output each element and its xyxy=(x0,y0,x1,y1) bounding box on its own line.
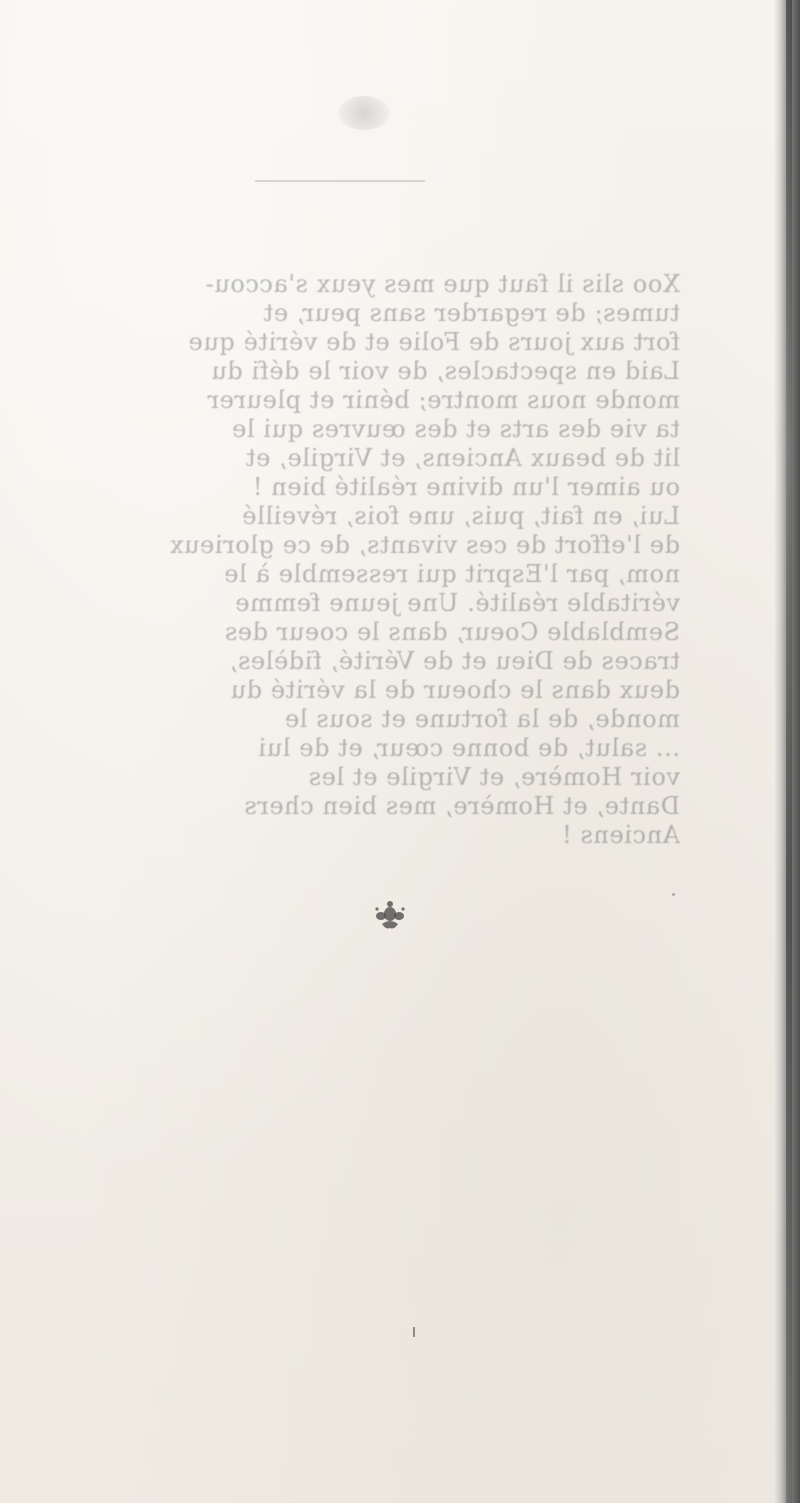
ink-speck xyxy=(413,1327,415,1337)
bleed-line: lit de beaux Anciens, et Virgile, et xyxy=(245,444,680,472)
bleed-line: monde, de la fortune et sous le xyxy=(284,705,680,733)
bleed-line: de l'effort de ces vivants, de ce glorieux xyxy=(169,531,680,559)
ink-smudge xyxy=(338,96,390,130)
bleed-line: monde nous montre; bénir et pleurer xyxy=(207,386,680,414)
bleed-line: ta vie des arts et des œuvres qui le xyxy=(231,415,680,443)
bleed-line: ... salut, de bonne cœur, et de lui xyxy=(257,734,680,762)
bleed-line: Anciens ! xyxy=(561,821,680,849)
bleed-line: véritable réalité. Une jeune femme xyxy=(234,589,680,617)
bleed-line: fort aux jours de Folie et de vérité que xyxy=(187,328,680,356)
bleed-through-text xyxy=(90,270,680,850)
bleed-line: Lui, en fait, puis, une fois, réveillé xyxy=(241,502,680,530)
bleed-line: Semblable Coeur, dans le coeur des xyxy=(224,618,680,646)
header-rule xyxy=(255,180,425,182)
bleed-line: deux dans le choeur de la vérité du xyxy=(230,676,680,704)
bleed-line: ou aimer l'un divine réalité bien ! xyxy=(252,473,680,501)
fleuron-ornament-icon xyxy=(370,898,410,934)
bleed-line: Laid en spectacles, de voir le défi du xyxy=(210,357,680,385)
bleed-line: Dante, et Homère, mes bien chers xyxy=(243,792,680,820)
scan-edge-line xyxy=(786,0,792,1503)
ink-speck xyxy=(672,893,675,896)
bleed-line: voir Homère, et Virgile et les xyxy=(308,763,680,791)
bleed-line: nom, par l'Esprit qui ressemble à le xyxy=(223,560,680,588)
bleed-line: tumes; de regarder sans peur, et xyxy=(263,299,680,327)
bleed-line: traces de Dieu et de Vérité, fidèles, xyxy=(229,647,680,675)
bleed-line: Xoo slis il faut que mes yeux s'accou- xyxy=(205,270,680,298)
